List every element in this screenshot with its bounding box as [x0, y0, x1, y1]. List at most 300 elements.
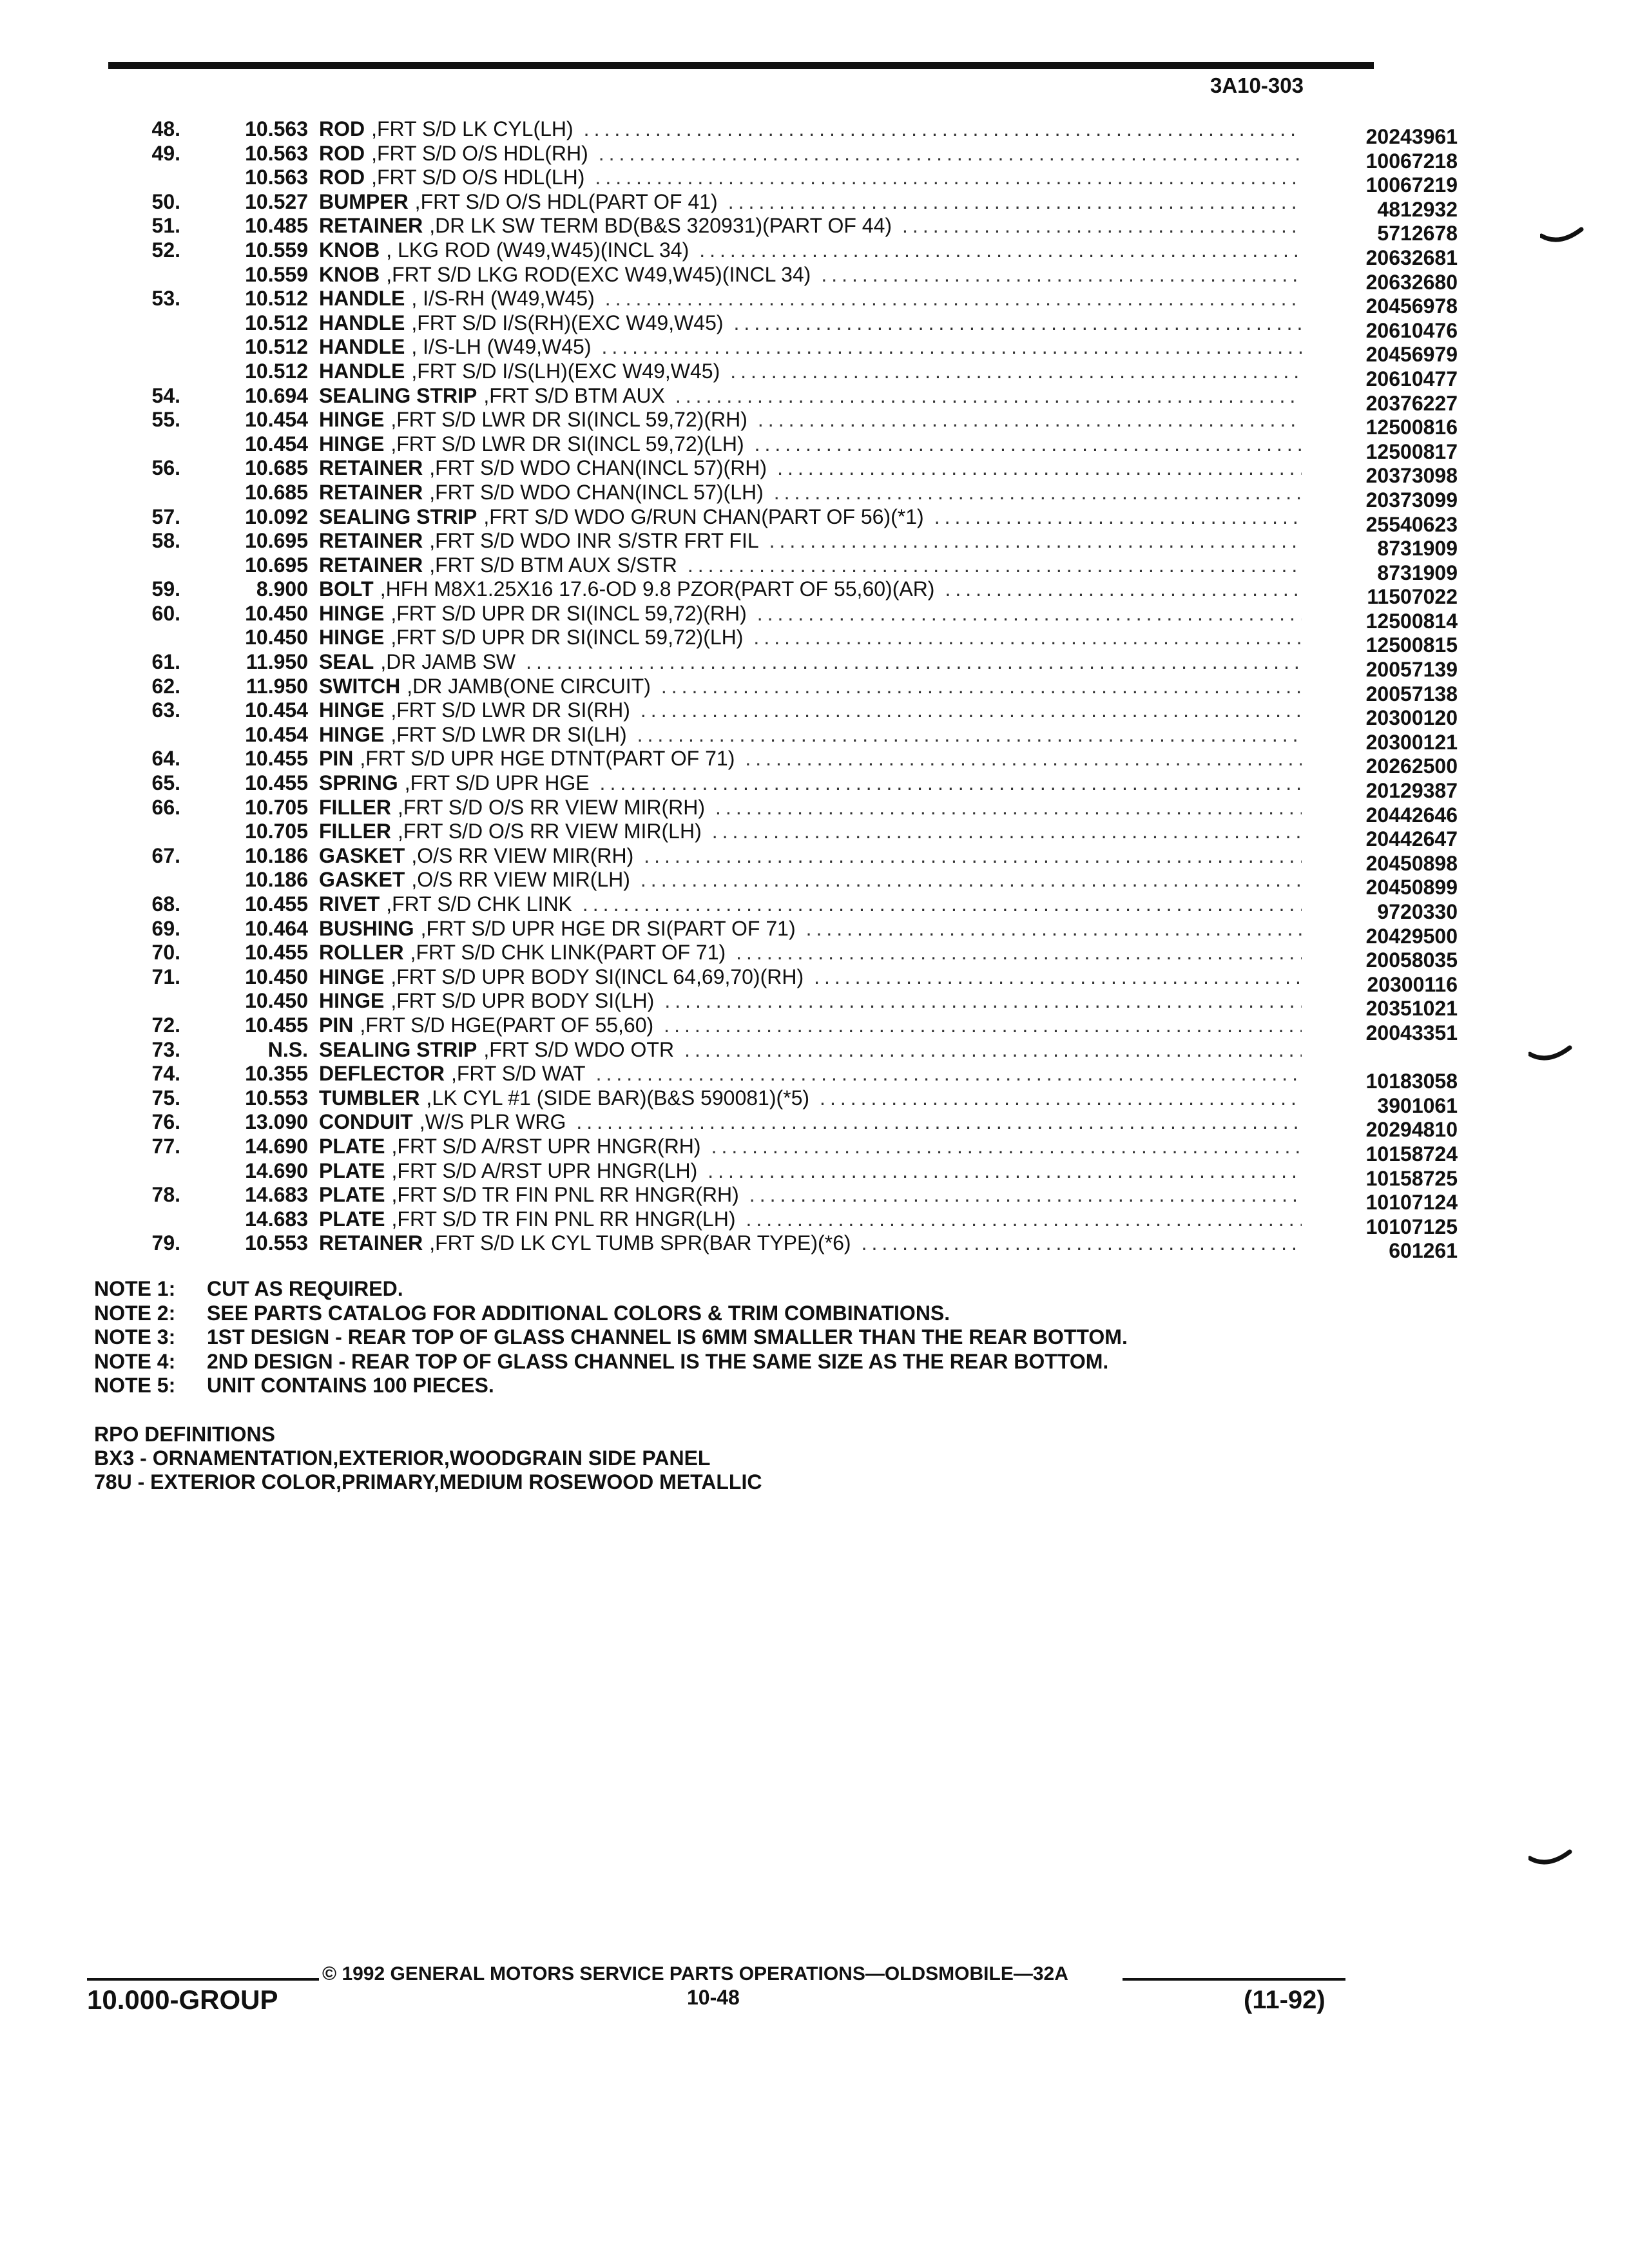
part-group: 10.454 [245, 698, 308, 722]
part-number: 20456979 [1365, 343, 1458, 367]
part-row [97, 311, 1458, 342]
part-name: RETAINER [319, 480, 423, 504]
part-desc: ,FRT S/D TR FIN PNL RR HNGR(RH) [391, 1183, 739, 1207]
part-group: 10.685 [245, 480, 308, 504]
part-name: RETAINER [319, 1231, 423, 1255]
part-description [319, 384, 1302, 408]
part-description [319, 263, 1302, 287]
part-number: 12500814 [1365, 609, 1458, 633]
part-group: 10.454 [245, 408, 308, 432]
part-number: 20057139 [1365, 658, 1458, 682]
part-row [97, 965, 1458, 996]
part-name: BOLT [319, 577, 374, 601]
part-row [97, 601, 1458, 633]
part-row [97, 383, 1458, 415]
part-name: HINGE [319, 722, 385, 746]
part-name: HINGE [319, 626, 385, 649]
part-group: 10.092 [245, 505, 308, 528]
part-desc: ,FRT S/D UPR HGE DR SI(PART OF 71) [420, 916, 796, 940]
part-row [97, 771, 1458, 803]
leader-dots [665, 384, 1302, 408]
part-desc: ,FRT S/D A/RST UPR HNGR(LH) [391, 1158, 698, 1182]
part-row [97, 359, 1458, 390]
note-label: NOTE 1: [94, 1277, 176, 1300]
part-desc: ,FRT S/D WDO OTR [483, 1037, 675, 1061]
part-desc: ,DR JAMB(ONE CIRCUIT) [407, 674, 651, 698]
part-group: 10.685 [245, 456, 308, 480]
part-description [319, 553, 1302, 577]
part-group: 10.450 [245, 965, 308, 988]
part-row [97, 674, 1458, 706]
part-name: CONDUIT [319, 1110, 413, 1134]
leader-dots [586, 1062, 1302, 1086]
part-group: 10.464 [245, 916, 308, 940]
part-group: 14.690 [245, 1134, 308, 1158]
note-line [94, 1325, 1128, 1350]
part-desc: ,FRT S/D UPR BODY SI(INCL 64,69,70)(RH) [390, 965, 804, 988]
part-name: HINGE [319, 698, 385, 722]
part-description [319, 360, 1302, 383]
leader-dots [689, 238, 1302, 262]
part-ref: 55. [151, 408, 180, 432]
part-description [319, 190, 1302, 214]
part-desc: ,FRT S/D O/S HDL(RH) [371, 141, 588, 165]
part-description [319, 796, 1302, 820]
part-number: 10107125 [1365, 1215, 1458, 1238]
part-desc: ,FRT S/D UPR DR SI(INCL 59,72)(RH) [390, 601, 747, 625]
part-desc: ,FRT S/D WDO CHAN(INCL 57)(LH) [429, 480, 764, 504]
part-description [319, 166, 1302, 189]
part-description [319, 1183, 1302, 1207]
part-number: 5712678 [1377, 222, 1458, 245]
part-name: ROD [319, 166, 365, 189]
leader-dots [804, 965, 1302, 989]
part-desc: ,W/S PLR WRG [419, 1110, 566, 1134]
part-description [319, 1135, 1302, 1158]
part-group: 10.355 [245, 1062, 308, 1086]
part-name: RETAINER [319, 214, 423, 238]
part-description [319, 602, 1302, 626]
part-desc: ,O/S RR VIEW MIR(RH) [411, 843, 634, 867]
part-number: 25540623 [1365, 512, 1458, 536]
part-desc: , I/S-LH (W49,W45) [411, 335, 592, 359]
part-name: FILLER [319, 820, 391, 843]
leader-dots [744, 432, 1302, 456]
part-number: 12500815 [1365, 633, 1458, 657]
part-row [97, 1062, 1458, 1093]
part-desc: ,FRT S/D LK CYL TUMB SPR(BAR TYPE)(*6) [429, 1231, 851, 1255]
note-text: SEE PARTS CATALOG FOR ADDITIONAL COLORS & TRIM COMBINATIONS. [207, 1301, 950, 1325]
part-description [319, 311, 1302, 335]
part-ref: 60. [151, 601, 180, 625]
part-row [97, 529, 1458, 561]
leader-dots [627, 723, 1302, 747]
part-group: 10.450 [245, 601, 308, 625]
part-group: 11.950 [246, 674, 308, 698]
part-ref: 48. [151, 117, 180, 140]
part-description [319, 1231, 1302, 1255]
part-name: PIN [319, 1013, 354, 1037]
part-number: 10067218 [1365, 149, 1458, 173]
leader-dots [588, 142, 1302, 166]
page-code: 3A10-303 [1210, 73, 1304, 97]
part-group: 14.683 [245, 1183, 308, 1207]
part-row [97, 1013, 1458, 1044]
part-row [97, 456, 1458, 488]
part-number: 12500817 [1365, 439, 1458, 463]
part-row [97, 335, 1458, 367]
part-description [319, 505, 1302, 529]
part-group: 8.900 [256, 577, 308, 601]
part-row [97, 1110, 1458, 1142]
part-desc: ,FRT S/D LWR DR SI(LH) [390, 722, 627, 746]
part-description [319, 723, 1302, 747]
part-description [319, 698, 1302, 722]
part-ref: 65. [151, 771, 180, 795]
leader-dots [767, 456, 1302, 480]
leader-dots [654, 989, 1302, 1013]
part-name: HANDLE [319, 311, 405, 334]
part-description [319, 917, 1302, 941]
part-ref: 73. [151, 1037, 180, 1061]
part-ref: 72. [151, 1013, 180, 1037]
part-name: HINGE [319, 601, 385, 625]
part-group: 10.512 [245, 359, 308, 383]
part-group: 10.694 [245, 383, 308, 407]
footer-copyright: © 1992 GENERAL MOTORS SERVICE PARTS OPERATIONS—OLDSMOBILE—32A [322, 1963, 1068, 1984]
note-line [94, 1350, 1128, 1374]
part-name: SEALING STRIP [319, 505, 477, 528]
part-row [97, 1207, 1458, 1238]
part-name: HINGE [319, 989, 385, 1013]
leader-dots [718, 190, 1302, 214]
part-name: HANDLE [319, 287, 405, 311]
part-number: 20610477 [1365, 367, 1458, 390]
part-row [97, 408, 1458, 439]
part-description [319, 989, 1302, 1013]
leader-dots [702, 820, 1302, 843]
part-desc: ,FRT S/D UPR DR SI(INCL 59,72)(LH) [390, 626, 744, 649]
note-line [94, 1302, 1128, 1326]
leader-dots [747, 408, 1302, 432]
part-name: RETAINER [319, 529, 423, 553]
part-desc: ,O/S RR VIEW MIR(LH) [411, 868, 630, 892]
part-description [319, 214, 1302, 238]
part-number: 20429500 [1365, 924, 1458, 948]
part-description [319, 965, 1302, 989]
part-name: GASKET [319, 868, 405, 892]
part-description [319, 408, 1302, 432]
footer-rule [87, 1978, 319, 1981]
part-number: 20058035 [1365, 948, 1458, 972]
part-name: FILLER [319, 795, 391, 819]
leader-dots [747, 602, 1302, 626]
part-ref: 78. [151, 1183, 180, 1207]
part-desc: ,FRT S/D CHK LINK(PART OF 71) [410, 941, 726, 965]
part-group: 10.563 [245, 166, 308, 189]
part-row [97, 1086, 1458, 1117]
part-ref: 70. [151, 941, 180, 965]
part-group: 10.553 [245, 1231, 308, 1255]
part-number: 20373098 [1365, 464, 1458, 488]
part-desc: ,FRT S/D O/S HDL(PART OF 41) [414, 189, 718, 213]
part-number: 10158724 [1365, 1142, 1458, 1166]
part-description [319, 335, 1302, 359]
part-group: 10.695 [245, 529, 308, 553]
note-label: NOTE 2: [94, 1301, 176, 1325]
part-group: 10.705 [245, 795, 308, 819]
part-description [319, 481, 1302, 505]
part-desc: ,LK CYL #1 (SIDE BAR)(B&S 590081)(*5) [426, 1086, 810, 1110]
part-desc: ,FRT S/D I/S(LH)(EXC W49,W45) [411, 359, 720, 383]
part-row [97, 287, 1458, 318]
part-row [97, 214, 1458, 245]
part-number: 20373099 [1365, 488, 1458, 512]
part-name: BUSHING [319, 916, 414, 940]
part-ref: 66. [151, 795, 180, 819]
part-ref: 50. [151, 189, 180, 213]
leader-dots [653, 1014, 1302, 1037]
part-row [97, 1134, 1458, 1166]
part-description [319, 650, 1302, 674]
parts-list [97, 117, 1458, 1263]
part-number: 20632681 [1365, 245, 1458, 269]
part-description [319, 287, 1302, 311]
leader-dots [811, 263, 1302, 287]
part-row [97, 1183, 1458, 1215]
part-group: 10.559 [245, 238, 308, 262]
part-name: HANDLE [319, 335, 405, 359]
part-row [97, 820, 1458, 851]
part-number: 8731909 [1377, 561, 1458, 584]
part-group: 10.512 [245, 335, 308, 359]
part-desc: ,DR JAMB SW [380, 650, 516, 674]
margin-check-mark [1540, 224, 1584, 250]
part-desc: ,FRT S/D LK CYL(LH) [371, 117, 574, 140]
leader-dots [809, 1086, 1302, 1110]
part-name: BUMPER [319, 189, 409, 213]
part-ref: 59. [151, 577, 180, 601]
part-description [319, 1110, 1302, 1134]
part-number: 20300121 [1365, 730, 1458, 754]
part-description [319, 1038, 1302, 1062]
part-row [97, 432, 1458, 463]
part-row [97, 480, 1458, 512]
part-group: 10.559 [245, 262, 308, 286]
part-row [97, 892, 1458, 923]
part-description [319, 117, 1302, 141]
leader-dots [674, 1038, 1302, 1062]
part-desc: ,FRT S/D HGE(PART OF 55,60) [360, 1013, 654, 1037]
note-line [94, 1277, 1128, 1302]
part-name: HINGE [319, 408, 385, 432]
part-ref: 49. [151, 141, 180, 165]
top-rule [108, 62, 1374, 69]
part-description [319, 432, 1302, 456]
part-name: KNOB [319, 262, 380, 286]
part-group: 10.705 [245, 820, 308, 843]
leader-dots [735, 1207, 1302, 1231]
part-group: 13.090 [245, 1110, 308, 1134]
part-desc: ,FRT S/D WDO G/RUN CHAN(PART OF 56)(*1) [483, 505, 924, 528]
part-desc: ,FRT S/D UPR HGE DTNT(PART OF 71) [360, 747, 735, 771]
part-row [97, 626, 1458, 657]
part-name: GASKET [319, 843, 405, 867]
part-name: SEALING STRIP [319, 383, 477, 407]
part-description [319, 820, 1302, 843]
part-desc: ,FRT S/D UPR BODY SI(LH) [390, 989, 655, 1013]
part-group: 10.512 [245, 311, 308, 334]
part-description [319, 577, 1302, 601]
leader-dots [701, 1135, 1302, 1158]
part-number: 11507022 [1367, 585, 1458, 609]
part-number: 20632680 [1365, 270, 1458, 294]
part-group: 10.455 [245, 892, 308, 916]
part-ref: 58. [151, 529, 180, 553]
part-name: ROLLER [319, 941, 404, 965]
part-desc: ,FRT S/D TR FIN PNL RR HNGR(LH) [391, 1207, 736, 1231]
part-name: PIN [319, 747, 354, 771]
part-number: 20262500 [1365, 754, 1458, 778]
leader-dots [677, 553, 1302, 577]
leader-dots [697, 1159, 1302, 1183]
part-row [97, 722, 1458, 754]
part-description [319, 626, 1302, 649]
part-number: 20376227 [1365, 391, 1458, 415]
leader-dots [651, 675, 1302, 698]
note-text: CUT AS REQUIRED. [207, 1277, 403, 1300]
leader-dots [724, 311, 1302, 335]
part-desc: , I/S-RH (W49,W45) [411, 287, 595, 311]
part-ref: 53. [151, 287, 180, 311]
part-name: KNOB [319, 238, 380, 262]
part-row [97, 989, 1458, 1021]
leader-dots [595, 287, 1302, 311]
part-group: 10.695 [245, 553, 308, 577]
part-name: TUMBLER [319, 1086, 420, 1110]
part-description [319, 1062, 1302, 1086]
part-desc: ,FRT S/D BTM AUX [483, 383, 665, 407]
part-group: 10.527 [245, 189, 308, 213]
rpo-section [94, 1423, 762, 1494]
note-text: 2ND DESIGN - REAR TOP OF GLASS CHANNEL IS THE SAME SIZE AS THE REAR BOTTOM. [207, 1349, 1109, 1373]
part-row [97, 238, 1458, 269]
part-group: 10.186 [245, 868, 308, 892]
part-ref: 69. [151, 916, 180, 940]
part-row [97, 843, 1458, 875]
part-group: 10.455 [245, 771, 308, 795]
leader-dots [796, 917, 1302, 941]
part-row [97, 650, 1458, 682]
part-number: 3901061 [1377, 1093, 1458, 1117]
part-number: 12500816 [1365, 416, 1458, 439]
part-description [319, 844, 1302, 868]
part-number: 20057138 [1365, 682, 1458, 706]
leader-dots [851, 1231, 1302, 1255]
leader-dots [566, 1110, 1302, 1134]
part-desc: ,FRT S/D WDO INR S/STR FRT FIL [429, 529, 759, 553]
part-description [319, 747, 1302, 771]
part-name: ROD [319, 141, 365, 165]
leader-dots [591, 335, 1302, 359]
rpo-item: BX3 - ORNAMENTATION,EXTERIOR,WOODGRAIN SIDE PANEL [94, 1446, 711, 1470]
part-row [97, 747, 1458, 778]
part-name: RETAINER [319, 553, 423, 577]
leader-dots [759, 529, 1302, 553]
part-number: 10067219 [1365, 173, 1458, 197]
part-description [319, 529, 1302, 553]
leader-dots [726, 941, 1302, 965]
part-name: SPRING [319, 771, 398, 795]
part-desc: ,FRT S/D LWR DR SI(RH) [390, 698, 630, 722]
part-number: 9720330 [1377, 900, 1458, 923]
part-number: 20294810 [1365, 1118, 1458, 1142]
part-desc: ,FRT S/D WDO CHAN(INCL 57)(RH) [429, 456, 767, 480]
part-number: 20450898 [1365, 851, 1458, 875]
leader-dots [720, 360, 1302, 383]
part-group: 10.485 [245, 214, 308, 238]
note-line [94, 1374, 1128, 1398]
part-description [319, 941, 1302, 965]
part-description [319, 1014, 1302, 1037]
part-group: N.S. [267, 1037, 308, 1061]
part-ref: 75. [151, 1086, 180, 1110]
part-group: 10.455 [245, 1013, 308, 1037]
part-name: PLATE [319, 1158, 385, 1182]
part-desc: ,FRT S/D O/S RR VIEW MIR(RH) [397, 795, 706, 819]
leader-dots [572, 892, 1302, 916]
part-row [97, 505, 1458, 536]
part-ref: 63. [151, 698, 180, 722]
part-ref: 79. [151, 1231, 180, 1255]
leader-dots [590, 771, 1302, 795]
part-description [319, 1086, 1302, 1110]
part-number: 10158725 [1365, 1166, 1458, 1190]
part-ref: 74. [151, 1062, 180, 1086]
part-desc: ,FRT S/D WAT [450, 1062, 586, 1086]
part-description [319, 238, 1302, 262]
part-desc: , LKG ROD (W49,W45)(INCL 34) [386, 238, 689, 262]
note-text: UNIT CONTAINS 100 PIECES. [207, 1374, 494, 1397]
part-ref: 56. [151, 456, 180, 480]
notes-section [94, 1277, 1128, 1398]
part-name: PLATE [319, 1207, 385, 1231]
part-number: 20351021 [1365, 997, 1458, 1021]
part-name: SEAL [319, 650, 374, 674]
part-row [97, 117, 1458, 148]
footer-date: (11-92) [1244, 1986, 1325, 2014]
footer-rule [1123, 1978, 1345, 1981]
part-group: 14.690 [245, 1158, 308, 1182]
part-desc: ,FRT S/D CHK LINK [386, 892, 572, 916]
part-number: 4812932 [1377, 197, 1458, 221]
part-number: 20610476 [1365, 318, 1458, 342]
part-desc: ,FRT S/D BTM AUX S/STR [429, 553, 677, 577]
note-label: NOTE 5: [94, 1374, 176, 1397]
margin-check-mark [1528, 1847, 1572, 1872]
part-name: HINGE [319, 965, 385, 988]
part-row [97, 916, 1458, 948]
part-number: 8731909 [1377, 537, 1458, 561]
footer-group: 10.000-GROUP [87, 1984, 278, 2015]
part-description [319, 456, 1302, 480]
part-group: 10.450 [245, 626, 308, 649]
part-row [97, 698, 1458, 730]
part-description [319, 892, 1302, 916]
part-number: 10183058 [1365, 1070, 1458, 1093]
rpo-heading: RPO DEFINITIONS [94, 1423, 275, 1446]
part-description [319, 1159, 1302, 1183]
